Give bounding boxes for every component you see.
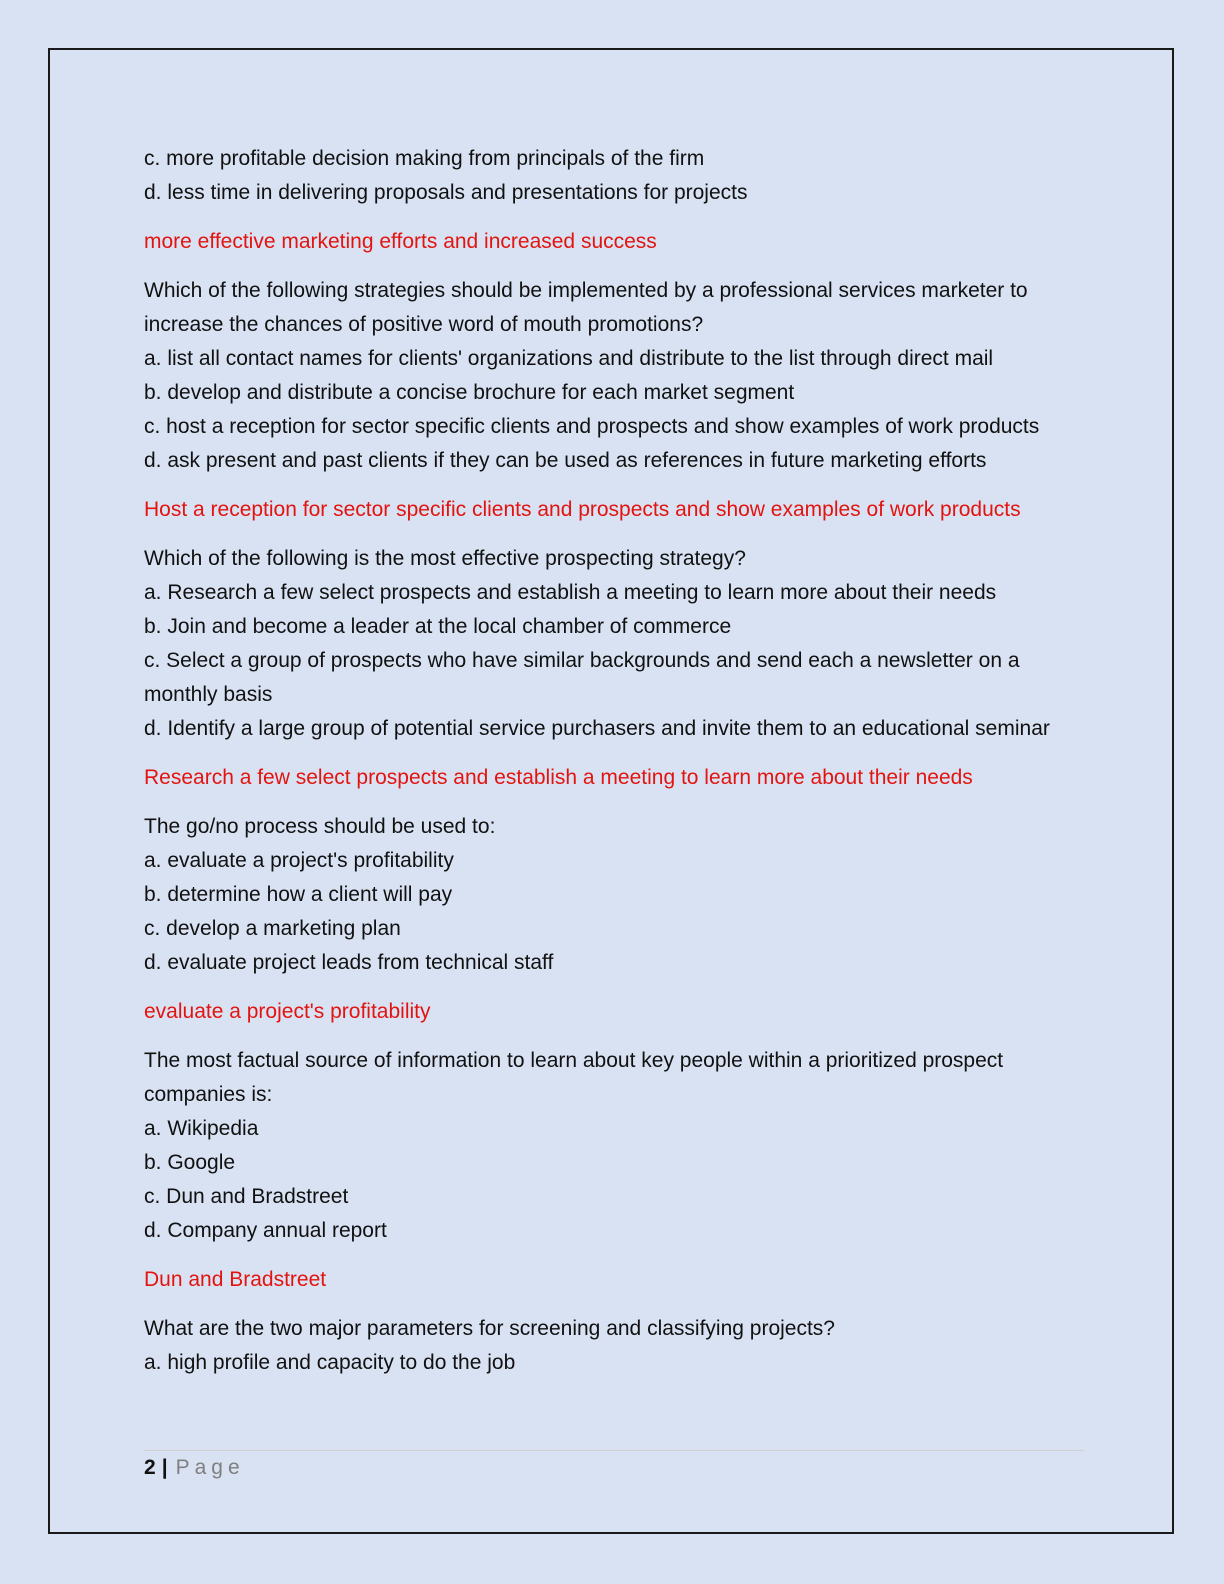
question-block [144, 542, 1084, 746]
option-line: c. develop a marketing plan [144, 917, 401, 940]
option-line: d. Identify a large group of potential service purchasers and invite them to an educational seminar [144, 717, 1050, 740]
option-line: a. evaluate a project's profitability [144, 849, 454, 872]
question-text: Which of the following strategies should be implemented by a professional services marketer to increase the chances of positive word of mouth promotions? [144, 279, 1028, 336]
answer-text: evaluate a project's profitability [144, 1000, 431, 1023]
question-block-continued [144, 142, 1084, 210]
option-line: a. Research a few select prospects and establish a meeting to learn more about their needs [144, 581, 997, 604]
option-line: b. Join and become a leader at the local chamber of commerce [144, 615, 732, 638]
option-line: c. Dun and Bradstreet [144, 1185, 349, 1208]
option-line: c. more profitable decision making from principals of the firm [144, 147, 705, 170]
option-line: c. Select a group of prospects who have similar backgrounds and send each a newsletter on a monthly basis [144, 649, 1020, 706]
option-line: b. determine how a client will pay [144, 883, 453, 906]
option-line: c. host a reception for sector specific clients and prospects and show examples of work products [144, 415, 1040, 438]
page-number: 2 [144, 1456, 156, 1479]
question-block [144, 274, 1084, 478]
answer-text: Dun and Bradstreet [144, 1268, 327, 1291]
question-text: Which of the following is the most effective prospecting strategy? [144, 547, 746, 570]
option-line: a. high profile and capacity to do the job [144, 1351, 516, 1374]
question-text: The go/no process should be used to: [144, 815, 496, 838]
option-line: a. list all contact names for clients' organizations and distribute to the list through direct mail [144, 347, 994, 370]
question-block [144, 1312, 1084, 1380]
option-line: d. ask present and past clients if they can be used as references in future marketing efforts [144, 449, 987, 472]
question-text: What are the two major parameters for screening and classifying projects? [144, 1317, 835, 1340]
question-block [144, 1044, 1084, 1248]
option-line: a. Wikipedia [144, 1117, 259, 1140]
answer-text: Host a reception for sector specific clients and prospects and show examples of work products [144, 498, 1021, 521]
option-line: b. Google [144, 1151, 236, 1174]
option-line: d. evaluate project leads from technical staff [144, 951, 554, 974]
question-text: The most factual source of information to learn about key people within a prioritized prospect companies is: [144, 1049, 1004, 1106]
footer-divider [144, 1450, 1084, 1451]
page-footer [144, 1453, 245, 1483]
question-block [144, 810, 1084, 980]
footer-separator: | [161, 1456, 168, 1479]
option-line: d. less time in delivering proposals and presentations for projects [144, 181, 748, 204]
page-label: Page [175, 1456, 245, 1479]
answer-text: more effective marketing efforts and increased success [144, 230, 657, 253]
document-body [144, 142, 1084, 1395]
option-line: d. Company annual report [144, 1219, 387, 1242]
option-line: b. develop and distribute a concise brochure for each market segment [144, 381, 795, 404]
answer-text: Research a few select prospects and establish a meeting to learn more about their needs [144, 766, 973, 789]
